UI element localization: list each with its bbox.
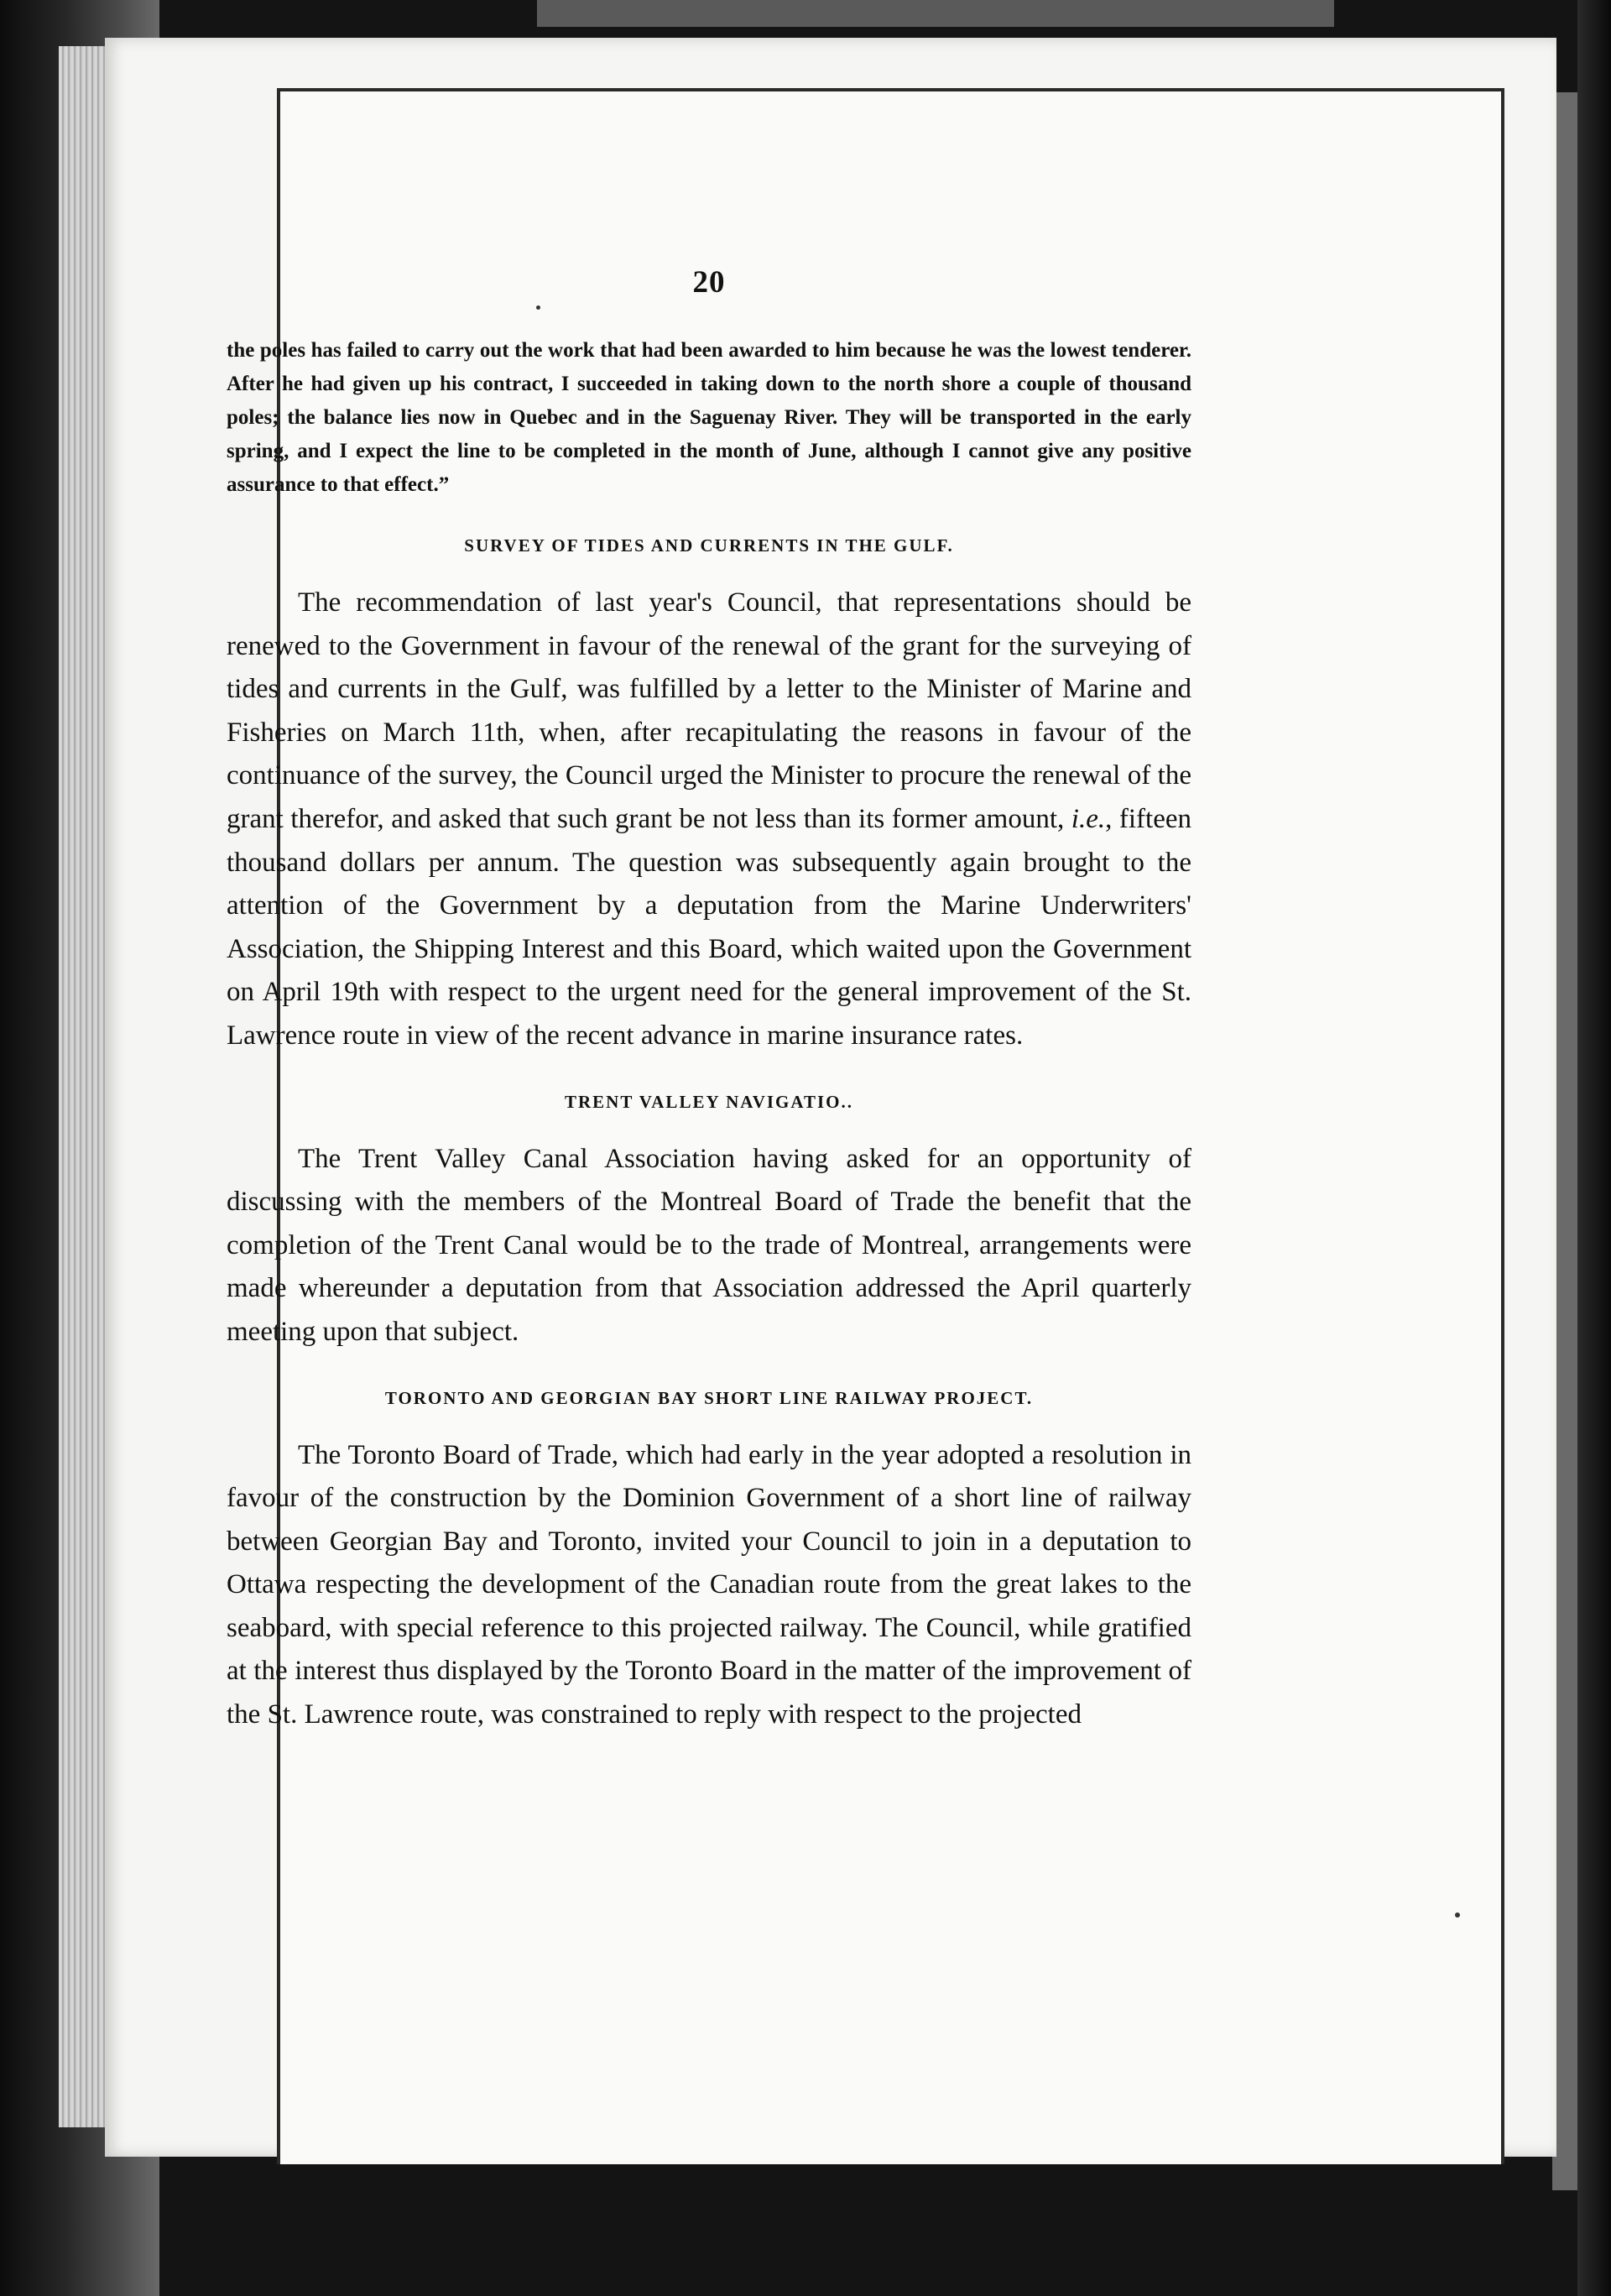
section-heading-toronto: TORONTO AND GEORGIAN BAY SHORT LINE RAILWAY PROJECT.	[384, 1387, 1034, 1408]
ink-speck	[1455, 1912, 1460, 1918]
opening-paragraph: the poles has failed to carry out the work that had been awarded to him because he was the lowest tenderer. After he had given up his contract, I succeeded in taking down to the north shore a couple of thousand poles; the balance lies now in Quebec and in the Saguenay River. They will be transported in the early spring, and I expect the line to be completed in the month of June, although I cannot give any positive assurance to that effect.”	[227, 339, 1191, 496]
page-stack-edges	[59, 46, 109, 2127]
survey-text-part: The recommendation of last year's Council, that representations should be renewed to the Government in favour of the renewal of the grant for the surveying of tides and currents in the Gulf, was fulfilled by a letter to the Minister of Marine and Fisheries on March 11th, when, after recapitulating the reasons in favour of the continuance of the survey, the Council urged the Minister to procure the renewal of the grant therefor, and asked that such grant be not less than its former amount,	[227, 587, 1191, 834]
section-body-trent: The Trent Valley Canal Association having asked for an opportunity of discussing with the members of the Montreal Board of Trade the benefit that the completion of the Trent Canal would be to the trade of Montreal, arrangements were made whereunder a deputation from that Association addressed the April quarterly meeting upon that subject.	[227, 1143, 1191, 1347]
top-binding-tab	[537, 0, 1334, 27]
section-body-survey	[227, 582, 1191, 1058]
section-heading-trent: TRENT VALLEY NAVIGATIO..	[564, 1091, 854, 1112]
section-body-toronto: The Toronto Board of Trade, which had early in the year adopted a resolution in favour of the construction by the Dominion Government of a short line of railway between Georgian Bay and Toronto, invited your Council to join in a deputation to Ottawa respecting the development of the Canadian route from the great lakes to the seaboard, with special reference to this projected railway. The Council, while gratified at the interest thus displayed by the Toronto Board in the matter of the improvement of the St. Lawrence route, was constrained to reply with respect to the projected	[227, 1439, 1191, 1730]
survey-text-part: , fifteen thousand dollars per annum. The question was subsequently again brought to the attention of the Government by a deputation from the Marine Underwriters' Association, the Shipping Interest and this Board, which waited upon the Government on April 19th with respect to the urgent need for the general improvement of the St. Lawrence route in view of the recent advance in marine insurance rates.	[227, 803, 1192, 1051]
book-page	[105, 38, 1556, 2157]
book-right-edge	[1577, 0, 1611, 2296]
section-heading-survey: SURVEY OF TIDES AND CURRENTS IN THE GULF.	[464, 535, 954, 556]
survey-text-italic: i.e.	[1071, 803, 1106, 834]
page-content	[227, 264, 1191, 1737]
page-number: 20	[692, 265, 726, 300]
